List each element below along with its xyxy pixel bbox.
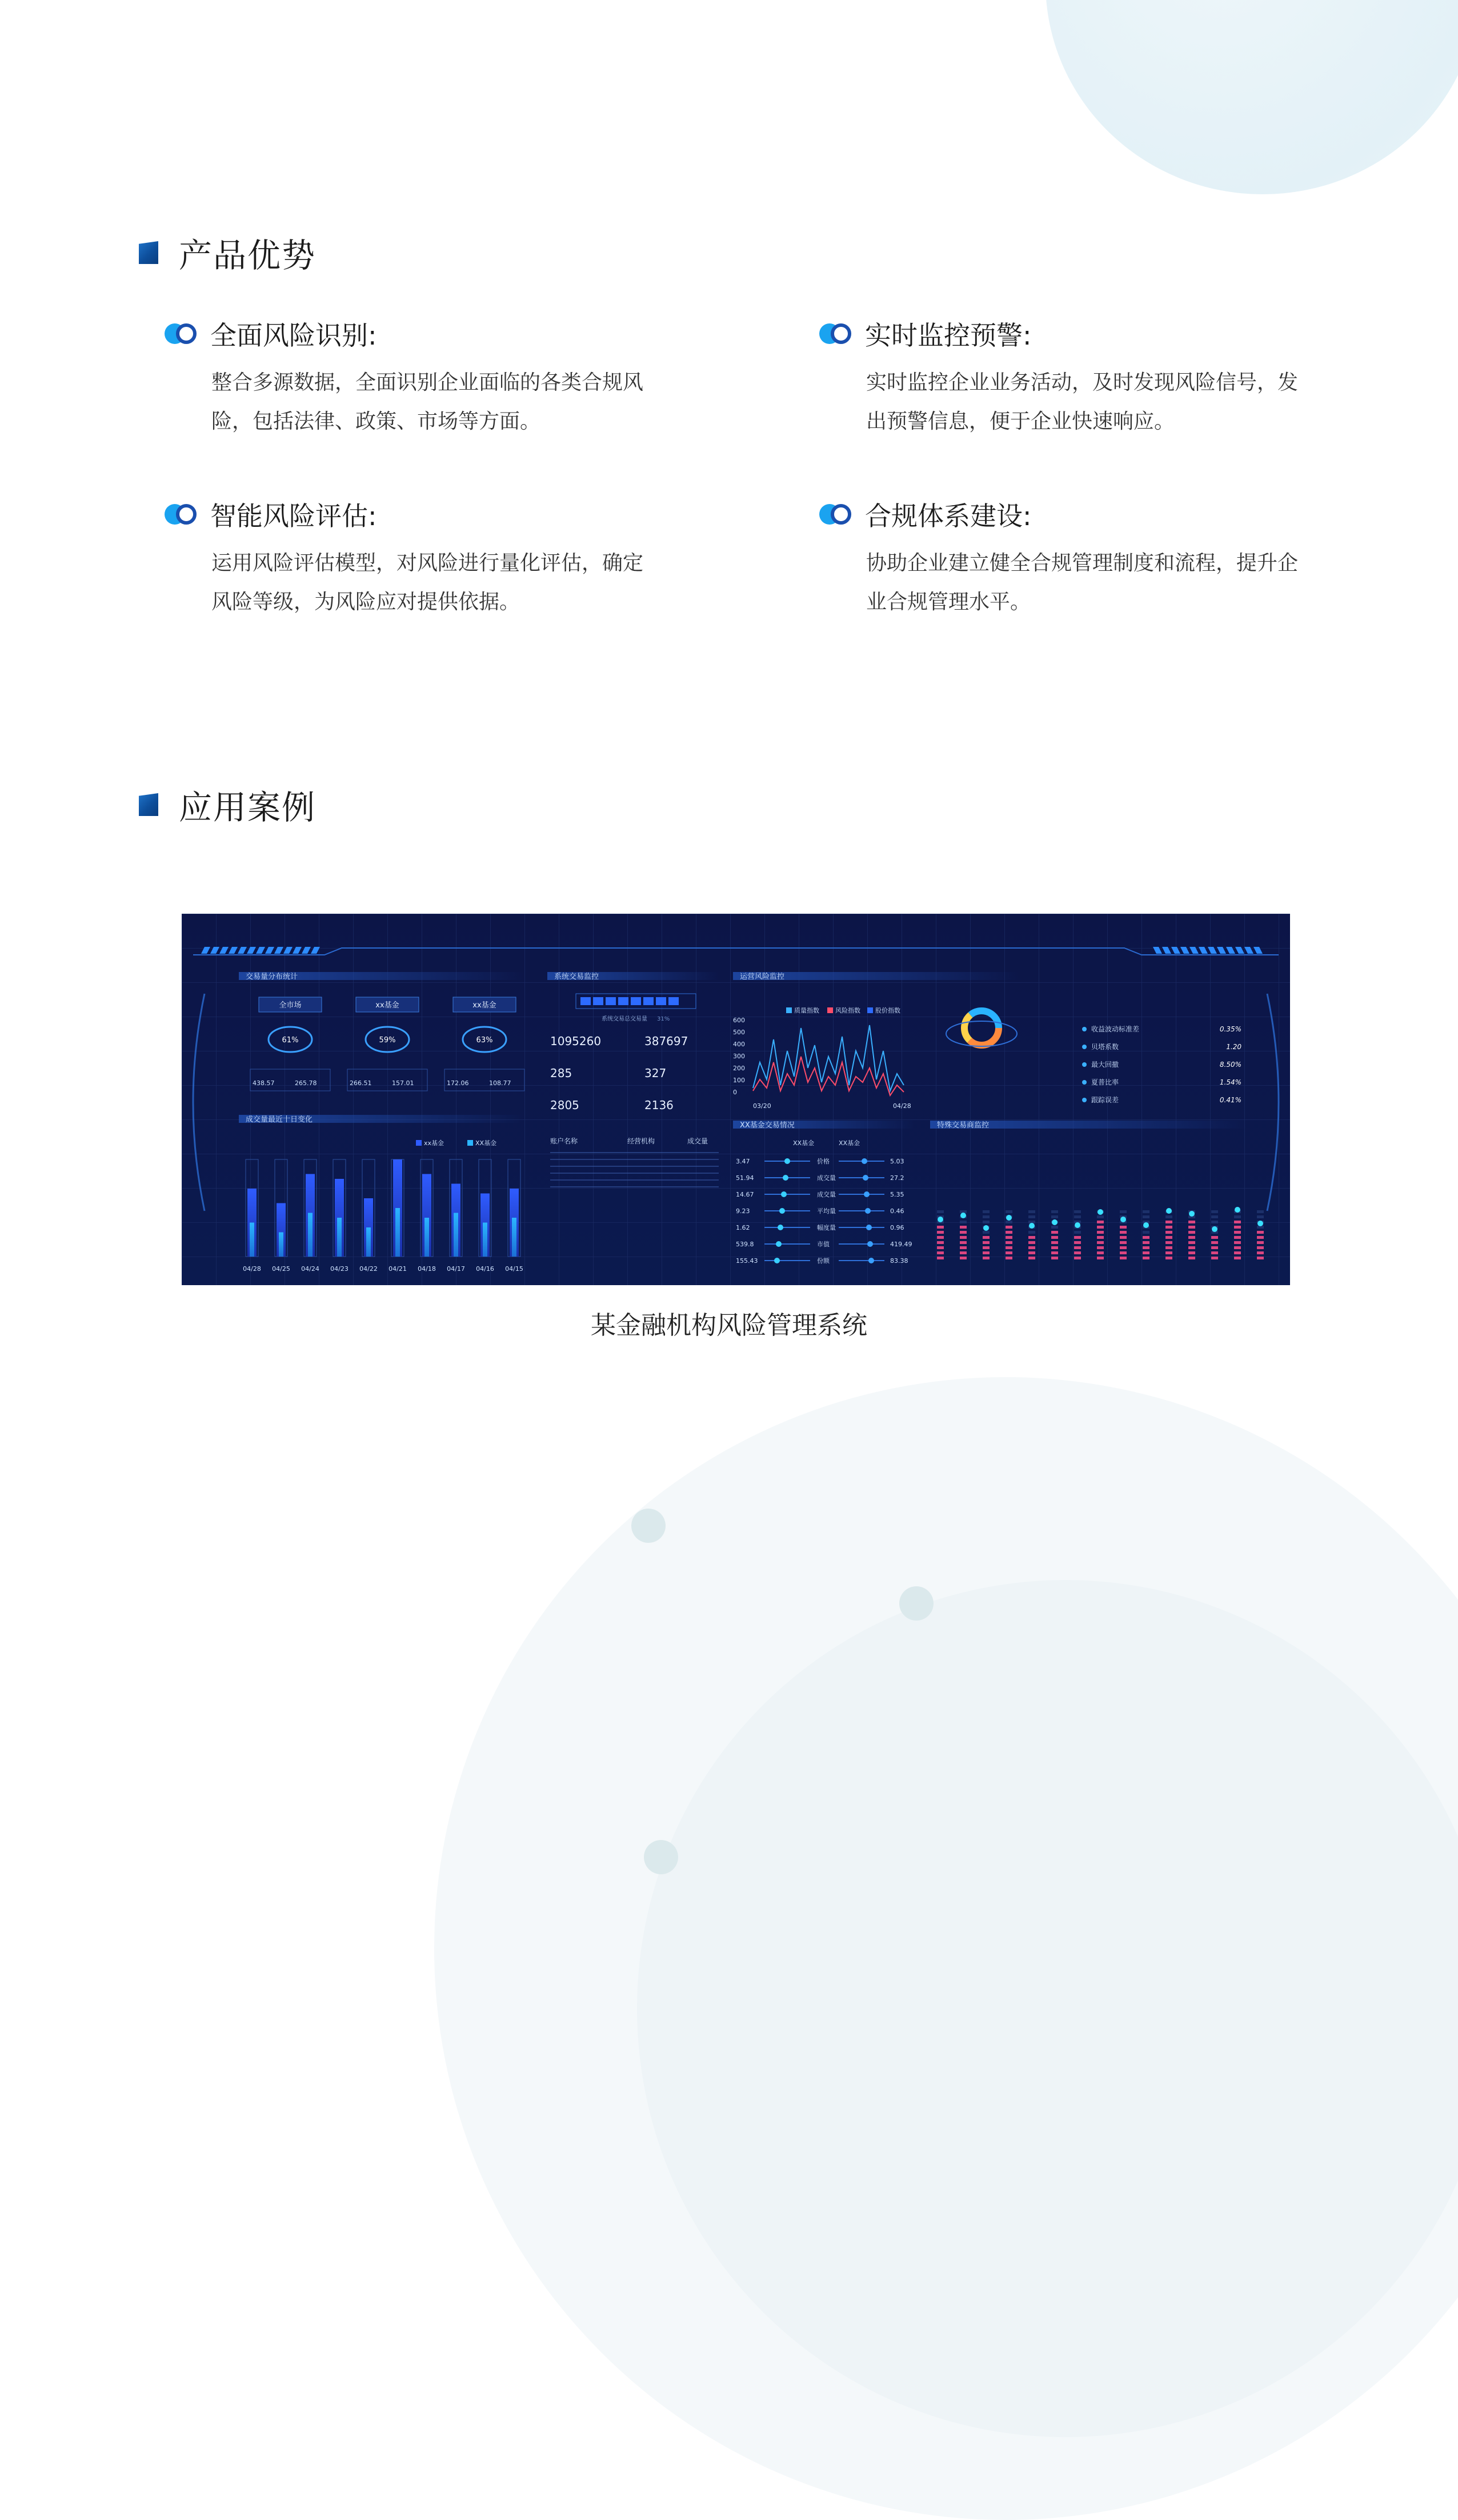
special-bar-seg [1097, 1257, 1104, 1259]
fund-left-knob [784, 1158, 790, 1164]
special-bar-seg [1097, 1246, 1104, 1249]
stat-2-b: 108.77 [489, 1079, 511, 1087]
special-bar-seg [1188, 1231, 1195, 1234]
special-bar-seg [960, 1236, 967, 1239]
special-bar-seg [1051, 1246, 1058, 1249]
trend-legend-1: XX基金 [475, 1139, 497, 1147]
special-bar-seg [1165, 1221, 1172, 1223]
special-bar-marker [1120, 1217, 1126, 1222]
special-bar-marker [1097, 1209, 1103, 1215]
table-header-2: 成交量 [687, 1137, 708, 1145]
special-bar-seg [1028, 1257, 1035, 1259]
special-bar-seg [983, 1251, 990, 1254]
metric-dot [1082, 1045, 1087, 1049]
section-mark-icon [139, 241, 158, 264]
special-bar-seg [983, 1246, 990, 1249]
special-bar-seg [1188, 1251, 1195, 1254]
feature-title: 实时监控预警: [865, 320, 1032, 351]
special-bar-seg [1051, 1257, 1058, 1259]
market-tab-0: 全市场 [279, 1001, 302, 1010]
fund-left-value: 9.23 [736, 1207, 750, 1215]
trend-bar-b [337, 1218, 342, 1257]
special-bar-marker [1257, 1221, 1263, 1226]
special-bar-seg [1097, 1226, 1104, 1229]
fund-mid-label: 份额 [817, 1257, 830, 1265]
special-bar-seg [937, 1231, 944, 1234]
special-bar-seg [1097, 1231, 1104, 1234]
special-bar-seg [960, 1257, 967, 1259]
special-bar-seg [1234, 1231, 1241, 1234]
special-bar-seg [1188, 1241, 1195, 1244]
special-bar-seg [983, 1257, 990, 1259]
fund-mid-label: 市值 [817, 1241, 830, 1248]
metric-dot [1082, 1027, 1087, 1031]
special-bar-seg [1051, 1210, 1058, 1213]
special-bar-seg [1143, 1210, 1149, 1213]
special-bar-seg [1165, 1241, 1172, 1244]
risk-legend [786, 1006, 900, 1014]
special-bar-seg [1234, 1236, 1241, 1239]
special-bar-seg [1257, 1210, 1264, 1213]
special-bar-seg [1257, 1257, 1264, 1259]
special-bar-seg [1211, 1246, 1218, 1249]
special-bar-seg [1120, 1251, 1127, 1254]
trend-date: 04/22 [359, 1265, 378, 1273]
risk-y-tick: 0 [733, 1089, 737, 1096]
special-bar-seg [937, 1257, 944, 1259]
special-bar-seg [1143, 1215, 1149, 1218]
panel-header-distribution [239, 972, 524, 981]
special-bar-marker [1052, 1219, 1058, 1225]
panel-header-special [930, 1121, 1250, 1130]
special-bar-seg [937, 1236, 944, 1239]
special-bar-marker [1029, 1223, 1035, 1229]
special-bar-seg [1120, 1241, 1127, 1244]
panel-header-trend [239, 1115, 524, 1124]
trend-bar-b [454, 1213, 458, 1257]
section-mark-icon [139, 793, 158, 816]
special-bar-seg [937, 1226, 944, 1229]
special-bar-seg [1257, 1231, 1264, 1234]
special-bar-seg [1120, 1226, 1127, 1229]
bullet-circles-icon [165, 322, 198, 345]
special-bar-seg [1097, 1215, 1104, 1218]
special-bar-seg [1074, 1251, 1081, 1254]
special-bar-seg [960, 1241, 967, 1244]
fund-header-1: XX基金 [839, 1139, 860, 1147]
fund-right-value: 83.38 [890, 1257, 908, 1265]
feature-title: 智能风险评估: [210, 501, 377, 531]
panel-title-fund: XX基金交易情况 [740, 1121, 795, 1130]
special-bar-seg [1006, 1221, 1012, 1223]
decor-circle-inner [637, 1580, 1458, 2437]
special-bar-seg [1051, 1251, 1058, 1254]
special-bar-seg [1143, 1246, 1149, 1249]
fund-left-knob [776, 1241, 782, 1247]
fund-left-knob [783, 1175, 788, 1181]
feature-desc: 协助企业建立健全合规管理制度和流程，提升企业合规管理水平。 [866, 551, 1299, 614]
fund-header-0: XX基金 [793, 1139, 815, 1147]
risk-y-tick: 300 [733, 1053, 745, 1060]
special-bar-seg [960, 1221, 967, 1223]
special-bar-seg [1211, 1236, 1218, 1239]
monitor-pct: 31% [657, 1016, 670, 1022]
special-bar-seg [1257, 1215, 1264, 1218]
special-bar-seg [1234, 1257, 1241, 1259]
monitor-number-1: 387697 [644, 1034, 688, 1048]
special-bar-seg [1143, 1241, 1149, 1244]
fund-left-knob [781, 1191, 787, 1197]
special-bar-marker [1189, 1211, 1195, 1217]
special-bar-seg [1165, 1246, 1172, 1249]
risk-y-tick: 500 [733, 1029, 745, 1036]
special-bar-seg [983, 1221, 990, 1223]
market-tab-2: xx基金 [472, 1001, 496, 1010]
special-bar-seg [1257, 1251, 1264, 1254]
fund-left-knob [774, 1258, 780, 1263]
fund-right-value: 0.46 [890, 1207, 904, 1215]
fund-right-knob [866, 1225, 872, 1230]
special-bar-seg [1211, 1210, 1218, 1213]
special-bar-seg [1211, 1221, 1218, 1223]
fund-right-value: 5.03 [890, 1158, 904, 1165]
fund-left-value: 155.43 [736, 1257, 758, 1265]
special-bar-marker [1143, 1222, 1149, 1228]
trend-bar-b [366, 1227, 371, 1257]
market-tabs [259, 997, 516, 1012]
metric-name: 夏普比率 [1091, 1078, 1119, 1086]
special-bar-seg [1051, 1215, 1058, 1218]
fund-left-value: 3.47 [736, 1158, 750, 1165]
fund-right-value: 419.49 [890, 1241, 912, 1248]
special-bar-seg [1211, 1251, 1218, 1254]
stat-1-b: 157.01 [392, 1079, 414, 1087]
special-bar-seg [1028, 1246, 1035, 1249]
special-bar-seg [1188, 1246, 1195, 1249]
bullet-circles-icon [819, 322, 852, 345]
stat-0-a: 438.57 [253, 1079, 275, 1087]
special-bar-seg [1120, 1236, 1127, 1239]
fund-right-knob [865, 1208, 871, 1214]
special-bar-seg [1188, 1221, 1195, 1223]
table-header-0: 账户名称 [550, 1137, 578, 1145]
stat-2-a: 172.06 [447, 1079, 469, 1087]
fund-mid-label: 成交量 [817, 1174, 836, 1182]
special-bar-seg [983, 1241, 990, 1244]
fund-right-knob [868, 1258, 874, 1263]
trend-bar-b [279, 1233, 283, 1257]
monitor-label: 系统交易总交易量 [602, 1016, 647, 1022]
special-bar-seg [1165, 1215, 1172, 1218]
special-bar-seg [1143, 1231, 1149, 1234]
metric-name: 贝塔系数 [1091, 1043, 1119, 1051]
gauge-value-1: 59% [379, 1036, 396, 1045]
case-caption: 某金融机构风险管理系统 [591, 1311, 867, 1340]
special-bar-seg [1234, 1215, 1241, 1218]
special-bar-seg [1051, 1241, 1058, 1244]
special-bar-seg [1143, 1236, 1149, 1239]
special-bar-seg [1097, 1236, 1104, 1239]
bullet-circles-icon [819, 503, 852, 526]
special-bar-seg [1006, 1246, 1012, 1249]
fund-mid-label: 成交量 [817, 1191, 836, 1198]
decor-dot-1 [631, 1509, 666, 1543]
special-bar-seg [960, 1231, 967, 1234]
special-bar-seg [1006, 1257, 1012, 1259]
panel-header-fund [733, 1121, 916, 1130]
monitor-number-4: 2805 [550, 1098, 579, 1112]
special-bar-marker [1166, 1208, 1172, 1214]
special-bar-seg [1120, 1210, 1127, 1213]
special-bar-seg [937, 1210, 944, 1213]
feature-compliance-system [820, 497, 1300, 622]
feature-risk-assessment [166, 497, 646, 622]
special-bar-seg [1074, 1236, 1081, 1239]
special-bar-seg [1188, 1226, 1195, 1229]
feature-desc: 整合多源数据，全面识别企业面临的各类合规风险，包括法律、政策、市场等方面。 [211, 371, 644, 433]
metric-value: 0.35% [1219, 1025, 1241, 1033]
stat-0-b: 265.78 [295, 1079, 317, 1087]
special-bar-seg [1165, 1257, 1172, 1259]
metric-value: 1.20 [1226, 1043, 1241, 1051]
risk-y-tick: 600 [733, 1017, 745, 1024]
risk-y-tick: 100 [733, 1077, 745, 1084]
stat-1-a: 266.51 [350, 1079, 372, 1087]
monitor-number-3: 327 [644, 1066, 667, 1080]
feature-desc: 运用风险评估模型，对风险进行量化评估，确定风险等级，为风险应对提供依据。 [211, 551, 644, 614]
metric-value: 1.54% [1219, 1078, 1241, 1086]
feature-title: 合规体系建设: [865, 501, 1032, 531]
special-bar-seg [983, 1210, 990, 1213]
decor-dot-3 [644, 1840, 678, 1874]
risk-x-start: 03/20 [753, 1102, 771, 1110]
trend-date: 04/18 [418, 1265, 436, 1273]
special-bar-seg [983, 1236, 990, 1239]
fund-left-value: 51.94 [736, 1174, 754, 1182]
feature-risk-identification [166, 317, 646, 441]
special-bar-seg [1188, 1236, 1195, 1239]
panel-title-risk: 运营风险监控 [740, 973, 785, 981]
feature-desc: 实时监控企业业务活动，及时发现风险信号，发出预警信息，便于企业快速响应。 [866, 371, 1299, 433]
panel-title-distribution: 交易量分布统计 [246, 973, 298, 981]
trend-bar-b [483, 1223, 487, 1257]
special-bar-seg [1097, 1251, 1104, 1254]
fund-mid-label: 平均量 [817, 1207, 836, 1215]
special-bar-seg [1051, 1236, 1058, 1239]
special-bar-seg [1257, 1246, 1264, 1249]
special-bar-seg [1051, 1226, 1058, 1229]
special-bar-seg [960, 1246, 967, 1249]
trend-date: 04/21 [388, 1265, 407, 1273]
decor-dot-2 [899, 1586, 934, 1621]
fund-right-knob [864, 1191, 870, 1197]
bullet-circles-icon [165, 503, 198, 526]
fund-right-knob [862, 1158, 867, 1164]
fund-right-value: 0.96 [890, 1224, 904, 1231]
special-bar-seg [937, 1241, 944, 1244]
special-bar-seg [1006, 1251, 1012, 1254]
special-bar-seg [1120, 1246, 1127, 1249]
special-bar-seg [1188, 1257, 1195, 1259]
trend-bar-b [250, 1223, 254, 1257]
section-title-advantages: 产品优势 [139, 229, 316, 277]
trend-bar-b [308, 1213, 313, 1257]
risk-x-end: 04/28 [893, 1102, 911, 1110]
special-bar-seg [1211, 1257, 1218, 1259]
special-bar-seg [1165, 1226, 1172, 1229]
special-bar-seg [1257, 1241, 1264, 1244]
special-bar-seg [1074, 1210, 1081, 1213]
metric-name: 收益波动标准差 [1091, 1025, 1140, 1033]
fund-mid-label: 幅度量 [817, 1224, 836, 1231]
special-bar-seg [1234, 1221, 1241, 1223]
table-header-1: 经营机构 [627, 1137, 655, 1145]
special-bar-seg [983, 1231, 990, 1234]
trend-bar-b [424, 1218, 429, 1257]
panel-title-monitor: 系统交易监控 [554, 973, 599, 981]
special-bar-seg [1006, 1226, 1012, 1229]
feature-realtime-monitoring [820, 317, 1300, 441]
metric-value: 0.41% [1219, 1096, 1241, 1104]
fund-mid-label: 价格 [817, 1158, 830, 1165]
monitor-number-0: 1095260 [550, 1034, 602, 1048]
fund-right-knob [867, 1241, 873, 1247]
metric-dot [1082, 1062, 1087, 1067]
special-bar-seg [1006, 1241, 1012, 1244]
monitor-number-2: 285 [550, 1066, 572, 1080]
special-bar-seg [1028, 1241, 1035, 1244]
fund-left-value: 539.8 [736, 1241, 754, 1248]
risk-legend-0: 质量指数 [794, 1007, 819, 1014]
special-bar-seg [1074, 1215, 1081, 1218]
special-bar-marker [938, 1217, 943, 1222]
fund-left-knob [779, 1208, 785, 1214]
special-bar-marker [983, 1225, 989, 1231]
special-bar-marker [1006, 1215, 1012, 1221]
risk-y-tick: 200 [733, 1065, 745, 1072]
special-bar-seg [1143, 1257, 1149, 1259]
metric-dot [1082, 1098, 1087, 1102]
risk-legend-1: 风险指数 [835, 1007, 860, 1014]
trend-bar-b [512, 1218, 516, 1257]
decor-circle-top-right [1046, 0, 1458, 194]
trend-date: 04/17 [447, 1265, 465, 1273]
special-bar-seg [1234, 1226, 1241, 1229]
fund-left-value: 1.62 [736, 1224, 750, 1231]
special-bar-seg [1028, 1251, 1035, 1254]
special-bar-seg [1006, 1210, 1012, 1213]
special-bar-seg [1097, 1241, 1104, 1244]
fund-right-value: 5.35 [890, 1191, 904, 1198]
feature-title: 全面风险识别: [210, 320, 377, 351]
trend-date: 04/16 [476, 1265, 494, 1273]
special-bar-seg [1143, 1251, 1149, 1254]
special-bar-marker [1235, 1207, 1240, 1213]
special-bar-seg [1006, 1236, 1012, 1239]
special-bar-seg [1074, 1246, 1081, 1249]
special-bar-seg [1120, 1231, 1127, 1234]
panel-header-risk [733, 972, 1019, 981]
panel-header-monitor [547, 972, 719, 981]
dashboard-graphic [182, 914, 1290, 1285]
special-bar-marker [1212, 1226, 1217, 1232]
trend-date: 04/23 [330, 1265, 349, 1273]
panel-title-special: 特殊交易商监控 [937, 1121, 990, 1130]
special-bar-marker [1075, 1222, 1080, 1228]
metric-name: 跟踪误差 [1091, 1096, 1119, 1104]
special-bar-seg [1211, 1241, 1218, 1244]
dashboard-screenshot [182, 914, 1290, 1285]
monitor-number-5: 2136 [644, 1098, 674, 1112]
fund-right-value: 27.2 [890, 1174, 904, 1182]
risk-legend-2: 股价指数 [875, 1007, 900, 1014]
special-bar-seg [1074, 1231, 1081, 1234]
trend-bar-b [395, 1208, 400, 1257]
trend-date: 04/25 [272, 1265, 290, 1273]
special-bar-seg [960, 1226, 967, 1229]
special-bar-marker [960, 1213, 966, 1218]
special-bar-seg [1097, 1221, 1104, 1223]
special-bar-seg [1165, 1231, 1172, 1234]
special-bar-seg [1028, 1210, 1035, 1213]
special-bar-seg [1120, 1257, 1127, 1259]
fund-right-knob [863, 1175, 868, 1181]
special-bar-seg [937, 1251, 944, 1254]
special-bar-seg [1051, 1231, 1058, 1234]
special-bar-seg [1234, 1246, 1241, 1249]
metric-name: 最大回撤 [1091, 1061, 1119, 1069]
special-bar-seg [1234, 1241, 1241, 1244]
special-bar-seg [1006, 1231, 1012, 1234]
trend-date: 04/15 [505, 1265, 523, 1273]
section-title-cases: 应用案例 [139, 781, 316, 829]
special-bar-seg [1028, 1236, 1035, 1239]
metric-value: 8.50% [1219, 1061, 1241, 1069]
special-bar-seg [1211, 1215, 1218, 1218]
trend-date: 04/28 [243, 1265, 261, 1273]
special-bar-seg [960, 1251, 967, 1254]
special-bar-seg [1234, 1251, 1241, 1254]
special-bar-seg [983, 1215, 990, 1218]
special-bar-seg [1028, 1215, 1035, 1218]
special-bar-seg [1028, 1231, 1035, 1234]
panel-title-trend: 成交量最近十日变化 [246, 1115, 313, 1124]
metric-dot [1082, 1080, 1087, 1085]
special-bar-seg [1074, 1257, 1081, 1259]
market-tab-1: xx基金 [375, 1001, 399, 1010]
gauge-value-2: 63% [476, 1036, 493, 1045]
risk-y-tick: 400 [733, 1041, 745, 1048]
fund-left-knob [778, 1225, 783, 1230]
special-bar-seg [1165, 1251, 1172, 1254]
trend-date: 04/24 [301, 1265, 319, 1273]
trend-legend-0: xx基金 [424, 1139, 444, 1147]
gauge-value-0: 61% [282, 1036, 299, 1045]
special-bar-seg [1074, 1241, 1081, 1244]
special-bar-seg [937, 1246, 944, 1249]
special-bar-seg [1257, 1236, 1264, 1239]
special-bar-seg [1165, 1236, 1172, 1239]
fund-left-value: 14.67 [736, 1191, 754, 1198]
